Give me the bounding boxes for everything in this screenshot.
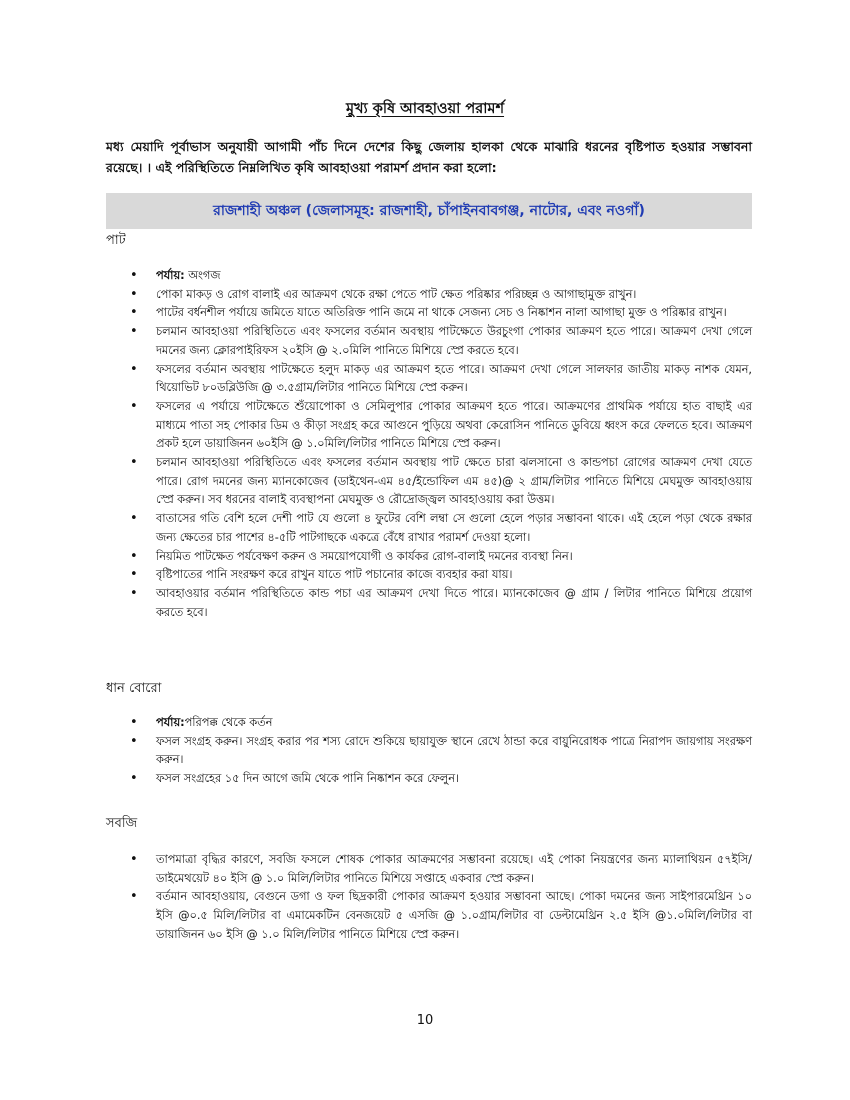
page-number: 10: [416, 1013, 434, 1028]
list-item: • ফসল সংগ্রহ করুন। সংগ্রহ করার পর শস্য রোদে শুকিয়ে ছায়াযুক্ত স্থানে রেখে ঠান্ডা করে বায়ুনিরোধক পাত্রে নিরাপদ জায়গায় সংরক্ষণ করুন।: [130, 733, 752, 770]
stage-value: পরিপক্ক থেকে কর্তন: [184, 716, 273, 729]
region-header: [106, 193, 752, 229]
vegetables-advice-list: [130, 851, 752, 945]
list-item: • পাটের বর্ধনশীল পর্যায়ে জমিতে যাতে অতিরিক্ত পানি জমে না থাকে সেজন্য সেচ ও নিষ্কাশন নালা আগাছা মুক্ত ও পরিষ্কার রাখুন।: [130, 304, 752, 323]
boro-advice-list: [130, 714, 752, 789]
list-item: • চলমান আবহাওয়া পরিস্থিতিতে এবং ফসলের বর্তমান অবস্থায় পাট ক্ষেতে চারা ঝলসানো ও কান্ডপচা রোগের আক্রমণ দেখা যেতে পারে। রোগ দমনের জন্য ম্যানকোজেব (ডাইথেন-এম ৪৫/ইন্ডোফিল এম ৪৫)@ ২ গ্রাম/লিটার পানিতে মিশিয়ে মেঘমুক্ত আবহাওয়ায় স্প্রে করুন। সব ধরনের বালাই ব্যবস্থাপনা মেঘমুক্ত ও রৌদ্রোজ্জ্বল আবহাওয়ায় করা উত্তম।: [130, 454, 752, 510]
stage-value: অংগজ: [184, 269, 221, 282]
list-item: • ফসল সংগ্রহের ১৫ দিন আগে জমি থেকে পানি নিষ্কাশন করে ফেলুন।: [130, 770, 752, 789]
section-label-jute: পাট: [106, 233, 126, 248]
page-title: [0, 98, 850, 122]
list-item: • বর্তমান আবহাওয়ায়, বেগুনে ডগা ও ফল ছিদ্রকারী পোকার আক্রমণ হওয়ার সম্ভাবনা আছে। পোকা দমনের জন্য সাইপারমেথ্রিন ১০ ইসি @০.৫ মিলি/লিটার বা এমামেকটিন বেনজয়েট ৫ এসজি @ ১.০গ্রাম/লিটার বা ডেল্টামেথ্রিন ২.৫ ইসি @১.০মিলি/লিটার বা ডায়াজিনন ৬০ ইসি @ ১.০ মিলি/লিটার পানিতে মিশিয়ে স্প্রে করুন।: [130, 888, 752, 944]
list-item: • বাতাসের গতি বেশি হলে দেশী পাট যে গুলো ৪ ফুটের বেশি লম্বা সে গুলো হেলে পড়ার সম্ভাবনা থাকে। এই হেলে পড়া থেকে রক্ষার জন্য ক্ষেতের চার পাশের ৪-৫টি পাটগাছকে একত্রে বেঁধে রাখার পরামর্শ দেওয়া হলো।: [130, 510, 752, 547]
list-item: [130, 267, 752, 286]
section-label-vegetables: সবজি: [106, 816, 138, 831]
stage-label: পর্যায়:: [156, 716, 185, 729]
list-item: • ফসলের বর্তমান অবস্থায় পাটক্ষেতে হলুদ মাকড় এর আক্রমণ হতে পারে। আক্রমণ দেখা গেলে সালফার জাতীয় মাকড় নাশক যেমন, থিয়োভিট ৮০ডব্লিউজি @ ৩.৫গ্রাম/লিটার পানিতে মিশিয়ে স্প্রে করুন।: [130, 361, 752, 398]
stage-label: পর্যায়:: [156, 269, 185, 282]
list-item: • তাপমাত্রা বৃদ্ধির কারণে, সবজি ফসলে শোষক পোকার আক্রমণের সম্ভাবনা রয়েছে। এই পোকা নিয়ন্ত্রণের জন্য ম্যালাথিয়ন ৫৭ইসি/ডাইমেথয়েট ৪০ ইসি @ ১.০ মিলি/লিটার পানিতে মিশিয়ে সপ্তাহে একবার স্প্রে করুন।: [130, 851, 752, 888]
region-title: রাজশাহী অঞ্চল (জেলাসমূহ: রাজশাহী, চাঁপাইনবাবগঞ্জ, নাটোর, এবং নওগাঁ): [213, 203, 645, 219]
jute-advice-list: [130, 267, 752, 622]
list-item: • চলমান আবহাওয়া পরিস্থিতিতে এবং ফসলের বর্তমান অবস্থায় পাটক্ষেতে উরচুংগা পোকার আক্রমণ হতে পারে। আক্রমণ দেখা গেলে দমনের জন্য ক্লোরপাইরিফস ২০ইসি @ ২.০মিলি পানিতে মিশিয়ে স্প্রে করতে হবে।: [130, 323, 752, 360]
section-label-boro: ধান বোরো: [106, 681, 162, 696]
list-item: [130, 714, 752, 733]
list-item: • বৃষ্টিপাতের পানি সংরক্ষণ করে রাখুন যাতে পাট পচানোর কাজে ব্যবহার করা যায়।: [130, 566, 752, 585]
list-item: • আবহাওয়ার বর্তমান পরিস্থিতিতে কান্ড পচা এর আক্রমণ দেখা দিতে পারে। ম্যানকোজেব @ গ্রাম / লিটার পানিতে মিশিয়ে প্রয়োগ করতে হবে।: [130, 585, 752, 622]
page-title-text: মুখ্য কৃষি আবহাওয়া পরামর্শ: [345, 101, 505, 117]
list-item: • ফসলের এ পর্যায়ে পাটক্ষেতে শুঁয়োপোকা ও সেমিলুপার পোকার আক্রমণ হতে পারে। আক্রমণের প্রাথমিক পর্যায়ে হাত বাছাই এর মাধ্যমে পাতা সহ পোকার ডিম ও কীড়া সংগ্রহ করে আগুনে পুড়িয়ে অথবা কেরোসিন পানিতে ডুবিয়ে ধ্বংস করে ফেলতে হবে। আক্রমণ প্রকট হলে ডায়াজিনন ৬০ইসি @ ১.০মিলি/লিটার পানিতে মিশিয়ে স্প্রে করুন।: [130, 398, 752, 454]
intro-paragraph: মধ্য মেয়াদি পূর্বাভাস অনুযায়ী আগামী পাঁচ দিনে দেশের কিছু জেলায় হালকা থেকে মাঝারি ধরনের বৃষ্টিপাত হওয়ার সম্ভাবনা রয়েছে। । এই পরিস্থিতিতে নিম্নলিখিত কৃষি আবহাওয়া পরামর্শ প্রদান করা হলো:: [106, 139, 752, 175]
list-item: • পোকা মাকড় ও রোগ বালাই এর আক্রমণ থেকে রক্ষা পেতে পাট ক্ষেত পরিষ্কার পরিচ্ছন্ন ও আগাছামুক্ত রাখুন।: [130, 286, 752, 305]
list-item: • নিয়মিত পাটক্ষেত পর্যবেক্ষণ করুন ও সময়োপযোগী ও কার্যকর রোগ-বালাই দমনের ব্যবস্থা নিন।: [130, 548, 752, 567]
